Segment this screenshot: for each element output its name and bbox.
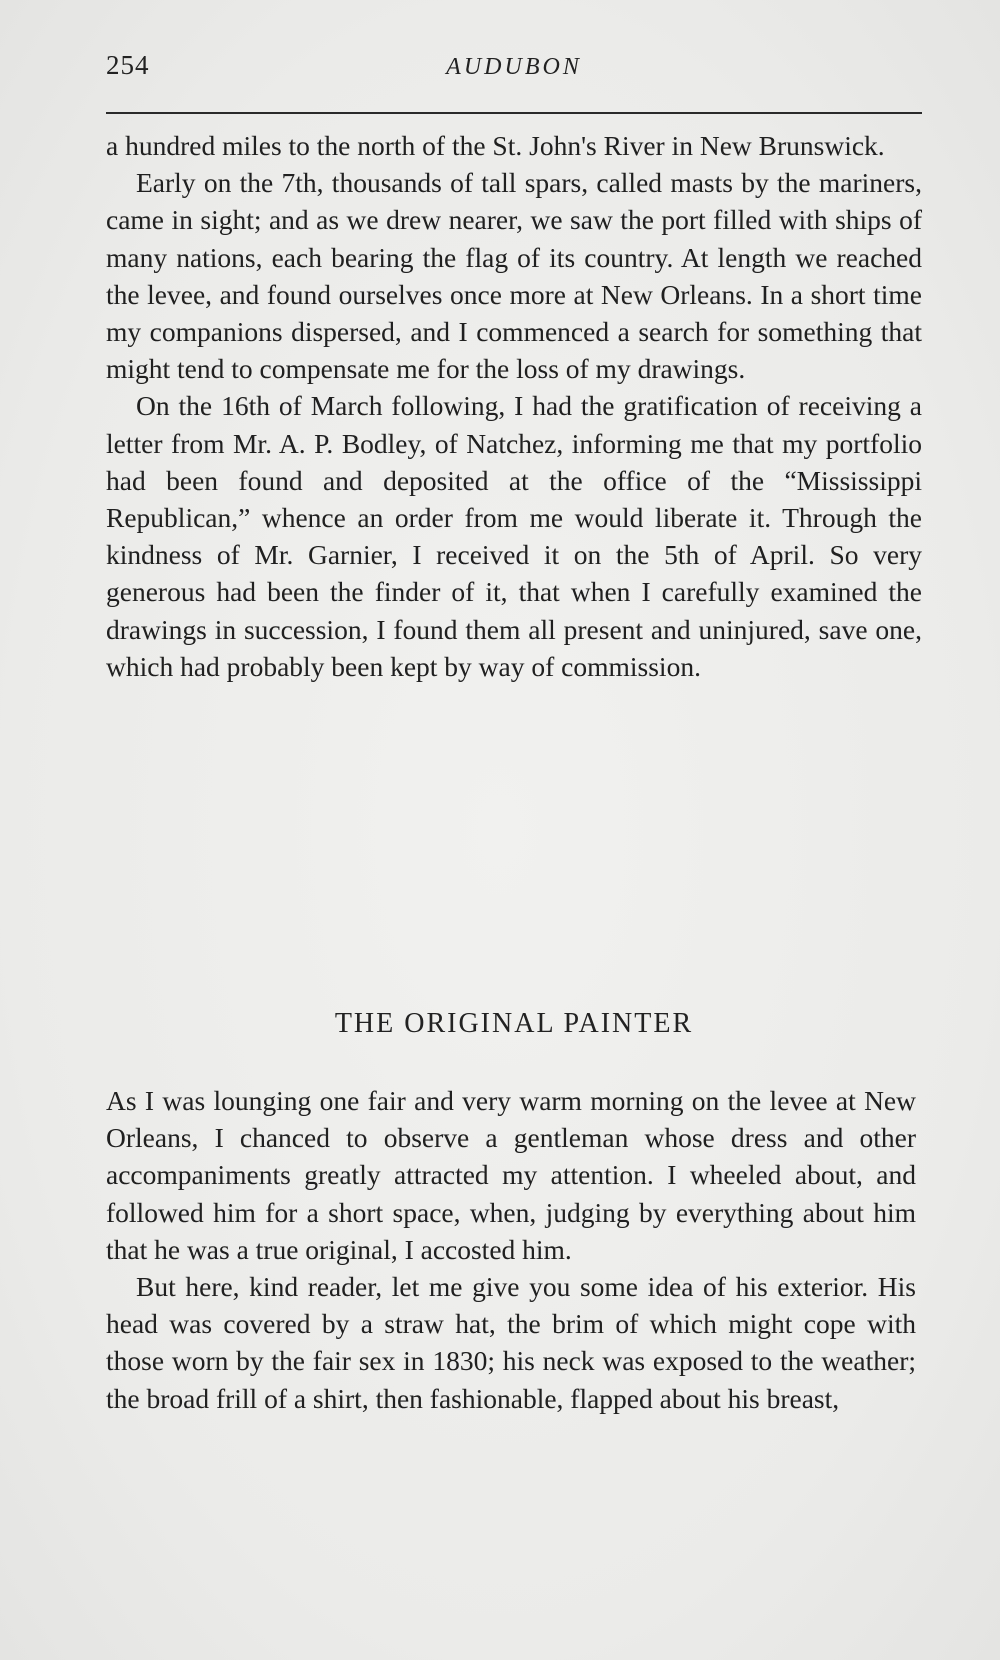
- paragraph: Early on the 7th, thousands of tall spars, called masts by the mariners, came in sight; and as we drew nearer, we saw the port filled with ships of many nations, each bearing the flag of its country. At length we reached the levee, and found ourselves once more at New Orleans. In a short time my companions dispersed, and I commenced a search for something that might tend to compensate me for the loss of my drawings.: [106, 167, 922, 385]
- section-text: [106, 1082, 916, 1417]
- section-title: THE ORIGINAL PAINTER: [334, 1008, 694, 1039]
- running-head: AUDUBON: [446, 54, 582, 80]
- page-number: 254: [106, 50, 150, 80]
- paragraph: As I was lounging one fair and very warm morning on the levee at New Orleans, I chanced to observe a gentleman whose dress and other accompaniments greatly attracted my attention. I wheeled about, and followed him for a short space, when, judging by everything about him that he was a true original, I accosted him.: [106, 1085, 916, 1265]
- paragraph: On the 16th of March following, I had the gratification of receiving a letter from Mr. A. P. Bodley, of Natchez, informing me that my portfolio had been found and deposited at the office of the “Mississippi Republican,” whence an order from me would liberate it. Through the kindness of Mr. Garnier, I received it on the 5th of April. So very generous had been the finder of it, that when I carefully examined the drawings in succession, I found them all present and uninjured, save one, which had probably been kept by way of commission.: [106, 390, 922, 682]
- header-rule: [106, 112, 922, 114]
- paragraph: a hundred miles to the north of the St. John's River in New Brunswick.: [106, 130, 885, 161]
- page-header: [106, 50, 922, 90]
- paragraph: But here, kind reader, let me give you some idea of his exterior. His head was covered by a straw hat, the brim of which might cope with those worn by the fair sex in 1830; his neck was exposed to the weather; the broad frill of a shirt, then fashionable, flapped about his breast,: [106, 1271, 916, 1414]
- body-text: [106, 127, 922, 685]
